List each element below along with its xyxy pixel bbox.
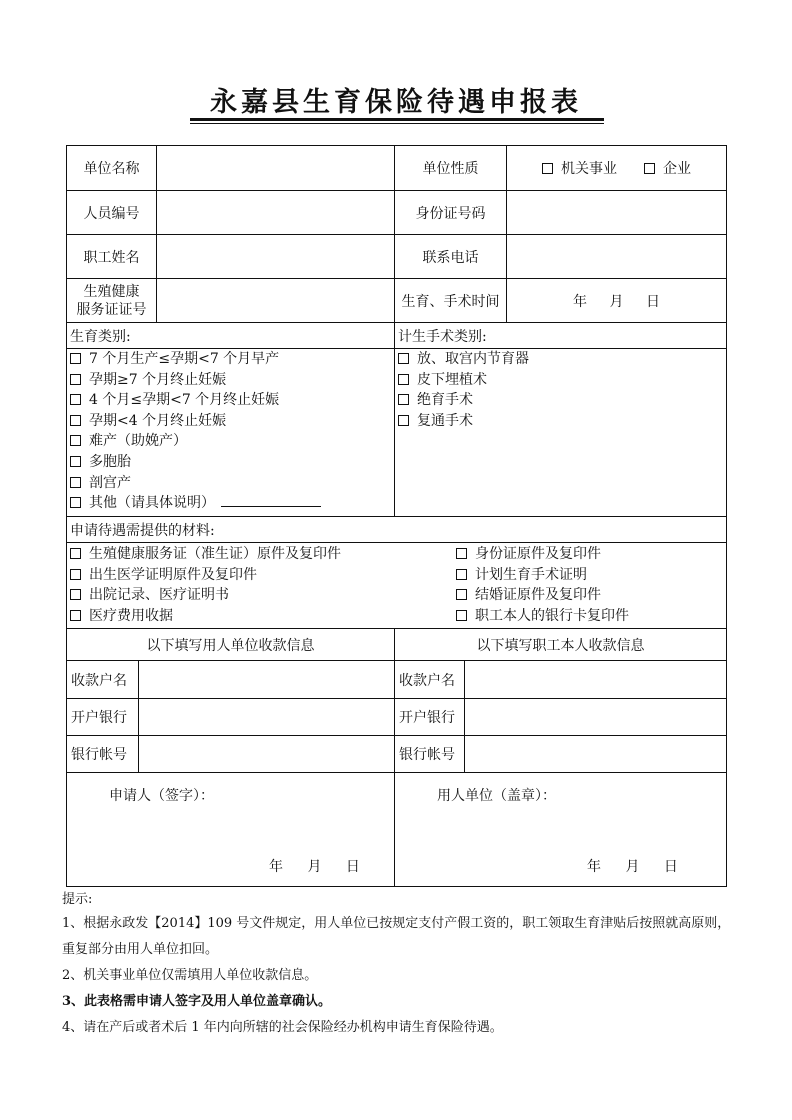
row-signatures <box>67 773 727 887</box>
other-description-blank[interactable] <box>221 495 321 507</box>
row-category-headers <box>67 323 727 349</box>
field-unit-account-name[interactable] <box>139 661 395 699</box>
surgery-category-header: 计生手术类别: <box>395 323 727 349</box>
list-item: 出生医学证明原件及复印件 <box>70 565 456 586</box>
checkbox-material-5[interactable] <box>456 548 467 559</box>
list-item: 结婚证原件及复印件 <box>456 585 629 606</box>
label-birth-cert <box>67 279 157 323</box>
label-unit-nature: 单位性质 <box>395 146 507 191</box>
row-account-no <box>67 736 727 773</box>
materials-header: 申请待遇需提供的材料: <box>67 517 727 543</box>
label-phone: 联系电话 <box>395 235 507 279</box>
list-item: 4 个月≤孕期<7 个月终止妊娠 <box>70 390 391 411</box>
row-staff-name <box>67 235 727 279</box>
birth-category-header: 生育类别: <box>67 323 395 349</box>
label-staff-bank-name: 开户银行 <box>395 699 465 736</box>
list-item: 7 个月生产≤孕期<7 个月早产 <box>70 349 391 370</box>
row-materials <box>67 543 727 629</box>
field-staff-no[interactable] <box>157 191 395 235</box>
row-unit <box>67 146 727 191</box>
materials-left <box>70 544 456 626</box>
list-item: 放、取宫内节育器 <box>398 349 723 370</box>
checkbox-surgery-1[interactable] <box>398 353 409 364</box>
label-id-no: 身份证号码 <box>395 191 507 235</box>
field-id-no[interactable] <box>507 191 727 235</box>
applicant-signature-label: 申请人（签字）： <box>109 788 214 804</box>
list-item: 职工本人的银行卡复印件 <box>456 606 629 627</box>
label-birth-time: 生育、手术时间 <box>395 279 507 323</box>
notes-section <box>62 890 738 1041</box>
checkbox-birth-3[interactable] <box>70 394 81 405</box>
list-item: 皮下埋植术 <box>398 370 723 391</box>
checkbox-material-3[interactable] <box>70 589 81 600</box>
label-staff-no: 人员编号 <box>67 191 157 235</box>
checkbox-birth-2[interactable] <box>70 374 81 385</box>
title-underline-thin <box>190 123 604 124</box>
applicant-signature-area[interactable] <box>67 773 395 887</box>
list-item: 绝育手术 <box>398 390 723 411</box>
materials-list <box>67 543 727 629</box>
checkbox-surgery-3[interactable] <box>398 394 409 405</box>
unit-seal-area[interactable] <box>395 773 727 887</box>
list-item: 计划生育手术证明 <box>456 565 629 586</box>
note-4: 4、请在产后或者术后 1 年内向所辖的社会保险经办机构申请生育保险待遇。 <box>62 1020 503 1035</box>
checkbox-government-unit[interactable] <box>542 163 553 174</box>
list-item: 多胞胎 <box>70 452 391 473</box>
materials-right <box>456 544 629 626</box>
row-birth-cert <box>67 279 727 323</box>
checkbox-surgery-2[interactable] <box>398 374 409 385</box>
notes-header: 提示: <box>62 892 93 907</box>
note-1: 1、根据永政发【2014】109 号文件规定，用人单位已按规定支付产假工资的，职工领取生育津贴后按照就高原则，重复部分由用人单位扣回。 <box>62 916 731 957</box>
list-item: 其他（请具体说明） <box>70 493 391 514</box>
note-3: 3、此表格需申请人签字及用人单位盖章确认。 <box>62 994 332 1009</box>
row-bank-name <box>67 699 727 736</box>
label-staff-account-no: 银行帐号 <box>395 736 465 773</box>
label-unit-name: 单位名称 <box>67 146 157 191</box>
title-underline-thick <box>190 118 604 121</box>
field-staff-name[interactable] <box>157 235 395 279</box>
list-item: 剖宫产 <box>70 473 391 494</box>
checkbox-birth-4[interactable] <box>70 415 81 426</box>
checkbox-material-2[interactable] <box>70 569 81 580</box>
unit-seal-date: 年 月 日 <box>587 859 678 875</box>
checkbox-enterprise[interactable] <box>644 163 655 174</box>
option-government-unit: 机关事业 <box>561 161 618 177</box>
row-account-name <box>67 661 727 699</box>
birth-category-list <box>67 349 395 517</box>
list-item: 孕期≥7 个月终止妊娠 <box>70 370 391 391</box>
list-item: 医疗费用收据 <box>70 606 456 627</box>
label-staff-account-name: 收款户名 <box>395 661 465 699</box>
field-staff-account-no[interactable] <box>465 736 727 773</box>
label-unit-account-name: 收款户名 <box>67 661 139 699</box>
applicant-signature-date: 年 月 日 <box>269 859 360 875</box>
surgery-category-list <box>395 349 727 517</box>
label-unit-account-no: 银行帐号 <box>67 736 139 773</box>
list-item: 生殖健康服务证（准生证）原件及复印件 <box>70 544 456 565</box>
row-category-lists <box>67 349 727 517</box>
list-item: 孕期<4 个月终止妊娠 <box>70 411 391 432</box>
checkbox-material-7[interactable] <box>456 589 467 600</box>
field-unit-name[interactable] <box>157 146 395 191</box>
list-item: 身份证原件及复印件 <box>456 544 629 565</box>
field-unit-bank-name[interactable] <box>139 699 395 736</box>
checkbox-material-1[interactable] <box>70 548 81 559</box>
field-birth-cert[interactable] <box>157 279 395 323</box>
form-title: 永嘉县生育保险待遇申报表 <box>210 87 582 118</box>
checkbox-birth-1[interactable] <box>70 353 81 364</box>
list-item: 复通手术 <box>398 411 723 432</box>
field-birth-time[interactable]: 年 月 日 <box>507 279 727 323</box>
field-unit-nature <box>507 146 727 191</box>
row-staff-no <box>67 191 727 235</box>
checkbox-birth-6[interactable] <box>70 456 81 467</box>
checkbox-surgery-4[interactable] <box>398 415 409 426</box>
label-birth-cert-line1: 生殖健康 <box>83 283 140 300</box>
field-staff-account-name[interactable] <box>465 661 727 699</box>
checkbox-material-6[interactable] <box>456 569 467 580</box>
option-enterprise: 企业 <box>662 161 691 177</box>
list-item: 出院记录、医疗证明书 <box>70 585 456 606</box>
field-unit-account-no[interactable] <box>139 736 395 773</box>
checkbox-material-8[interactable] <box>456 610 467 621</box>
row-materials-header <box>67 517 727 543</box>
bank-unit-header: 以下填写用人单位收款信息 <box>67 629 395 661</box>
field-staff-bank-name[interactable] <box>465 699 727 736</box>
application-form-table <box>66 145 727 887</box>
checkbox-birth-5[interactable] <box>70 435 81 446</box>
row-bank-headers <box>67 629 727 661</box>
checkbox-birth-other[interactable] <box>70 497 81 508</box>
label-unit-bank-name: 开户银行 <box>67 699 139 736</box>
list-item: 难产（助娩产） <box>70 431 391 452</box>
label-staff-name: 职工姓名 <box>67 235 157 279</box>
note-2: 2、机关事业单位仅需填用人单位收款信息。 <box>62 968 318 983</box>
unit-seal-label: 用人单位（盖章）： <box>437 788 556 804</box>
field-phone[interactable] <box>507 235 727 279</box>
checkbox-material-4[interactable] <box>70 610 81 621</box>
label-birth-cert-line2: 服务证证号 <box>76 301 147 318</box>
bank-staff-header: 以下填写职工本人收款信息 <box>395 629 727 661</box>
checkbox-birth-7[interactable] <box>70 477 81 488</box>
